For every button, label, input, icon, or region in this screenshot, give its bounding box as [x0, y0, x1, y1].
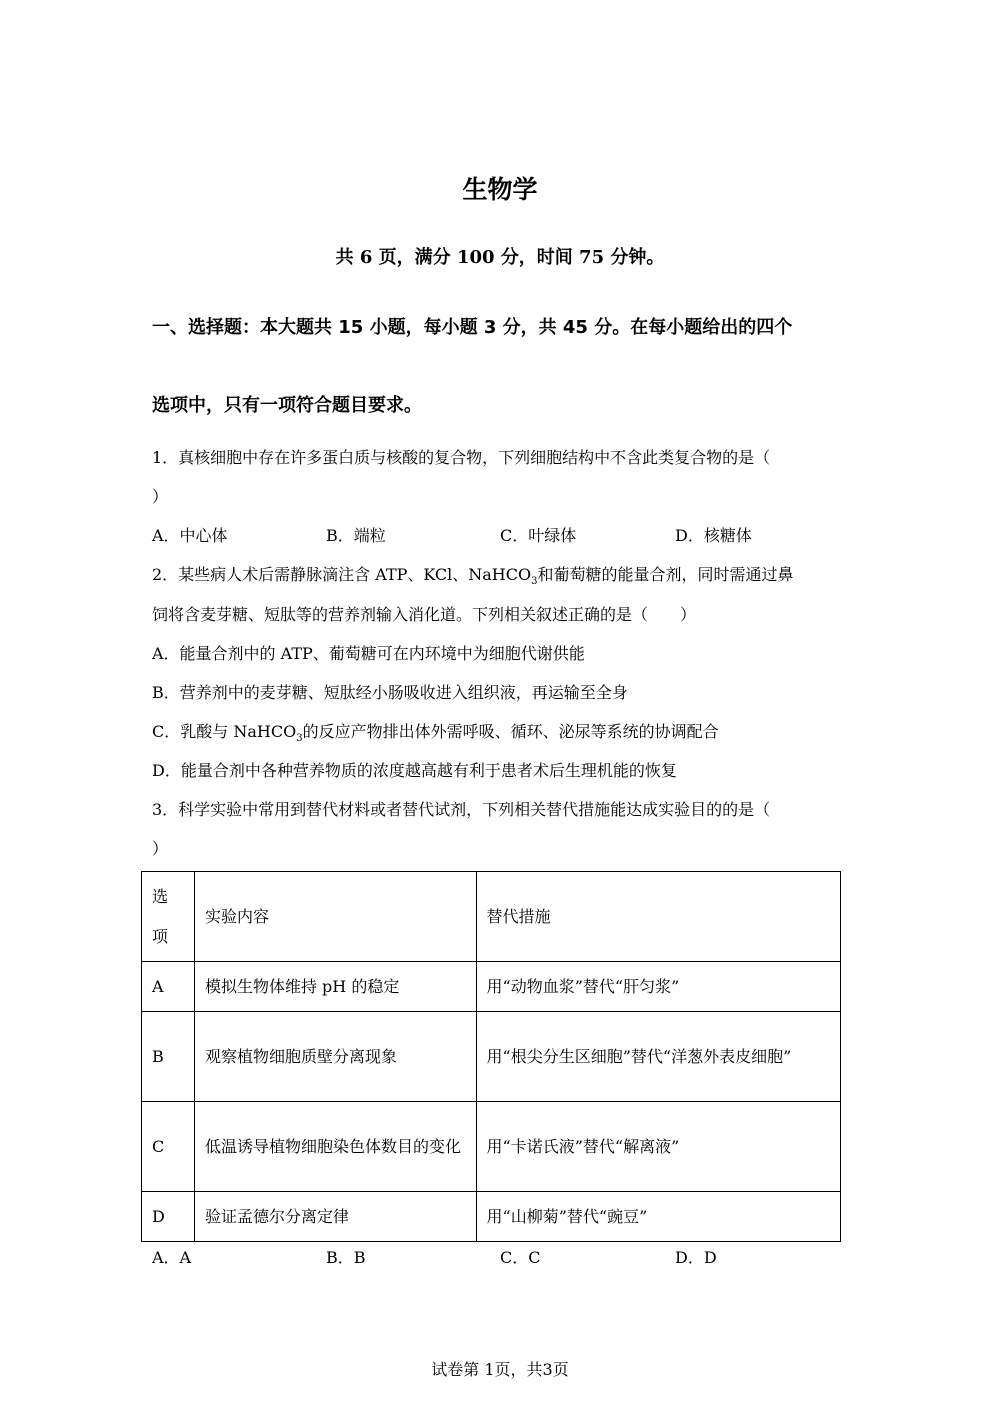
- q2-option-a: A．能量合剂中的 ATP、葡萄糖可在内环境中为细胞代谢供能: [152, 644, 585, 663]
- row-measure: 用“卡诺氏液”替代“解离液”: [476, 1102, 840, 1192]
- row-option: D: [142, 1192, 195, 1242]
- exam-info: 共 6 页，满分 100 分，时间 75 分钟。: [335, 247, 665, 268]
- table-row: [142, 1012, 841, 1102]
- q2-stem-part-b: 和葡萄糖的能量合剂，同时需通过鼻: [537, 565, 794, 584]
- q2-stem-line1: [152, 562, 794, 587]
- q2-option-c-part-b: 的反应产物排出体外需呼吸、循环、泌尿等系统的协调配合: [302, 722, 719, 741]
- q1-option-c: C．叶绿体: [500, 526, 577, 545]
- section-heading-line2: 选项中，只有一项符合题目要求。: [152, 395, 422, 416]
- q2-option-d: D．能量合剂中各种营养物质的浓度越高越有利于患者术后生理机能的恢复: [152, 761, 677, 780]
- row-option: C: [142, 1102, 195, 1192]
- header-option: [142, 872, 195, 962]
- row-content: 模拟生物体维持 pH 的稳定: [194, 962, 476, 1012]
- table-row: [142, 1192, 841, 1242]
- section-heading-line1: 一、选择题：本大题共 15 小题，每小题 3 分，共 45 分。在每小题给出的四个: [152, 317, 793, 338]
- q1-option-b: B．端粒: [326, 526, 386, 545]
- page-title: 生物学: [462, 175, 538, 204]
- q2-stem-line2: 饲将含麦芽糖、短肽等的营养剂输入消化道。下列相关叙述正确的是（ ）: [152, 605, 697, 624]
- table-row: [142, 1102, 841, 1192]
- table-header-row: [142, 872, 841, 962]
- row-measure: 用“根尖分生区细胞”替代“洋葱外表皮细胞”: [476, 1012, 840, 1102]
- row-measure: 用“山柳菊”替代“豌豆”: [476, 1192, 840, 1242]
- header-content: 实验内容: [194, 872, 476, 962]
- q3-stem-line1: 3．科学实验中常用到替代材料或者替代试剂，下列相关替代措施能达成实验目的的是（: [152, 800, 771, 819]
- row-content: 观察植物细胞质壁分离现象: [194, 1012, 476, 1102]
- row-content: 低温诱导植物细胞染色体数目的变化: [194, 1102, 476, 1192]
- q2-option-c: [152, 719, 719, 744]
- q2-option-c-subscript: 3: [296, 733, 303, 745]
- q2-stem-subscript: 3: [531, 576, 538, 588]
- q3-table: [141, 871, 841, 1242]
- q2-option-b: B．营养剂中的麦芽糖、短肽经小肠吸收进入组织液，再运输至全身: [152, 683, 628, 702]
- q3-option-c: C．C: [500, 1248, 541, 1267]
- row-measure: 用“动物血浆”替代“肝匀浆”: [476, 962, 840, 1012]
- q3-option-a: A．A: [152, 1248, 192, 1267]
- page-footer: 试卷第 1页，共3页: [431, 1360, 569, 1379]
- q1-option-d: D．核糖体: [675, 526, 752, 545]
- row-option: B: [142, 1012, 195, 1102]
- row-content: 验证孟德尔分离定律: [194, 1192, 476, 1242]
- q1-stem-line1: 1．真核细胞中存在许多蛋白质与核酸的复合物，下列细胞结构中不含此类复合物的是（: [152, 448, 771, 467]
- q3-option-d: D．D: [675, 1248, 717, 1267]
- q2-stem-part-a: 2．某些病人术后需静脉滴注含 ATP、KCl、NaHCO: [152, 565, 532, 584]
- row-option: A: [142, 962, 195, 1012]
- q3-option-b: B．B: [326, 1248, 366, 1267]
- header-option-text: 选项: [152, 886, 169, 946]
- table-row: [142, 962, 841, 1012]
- q3-stem-line2: ）: [152, 839, 169, 858]
- q2-option-c-part-a: C．乳酸与 NaHCO: [152, 722, 297, 741]
- q1-stem-line2: ）: [152, 487, 169, 506]
- q1-option-a: A．中心体: [152, 526, 228, 545]
- header-measure: 替代措施: [476, 872, 840, 962]
